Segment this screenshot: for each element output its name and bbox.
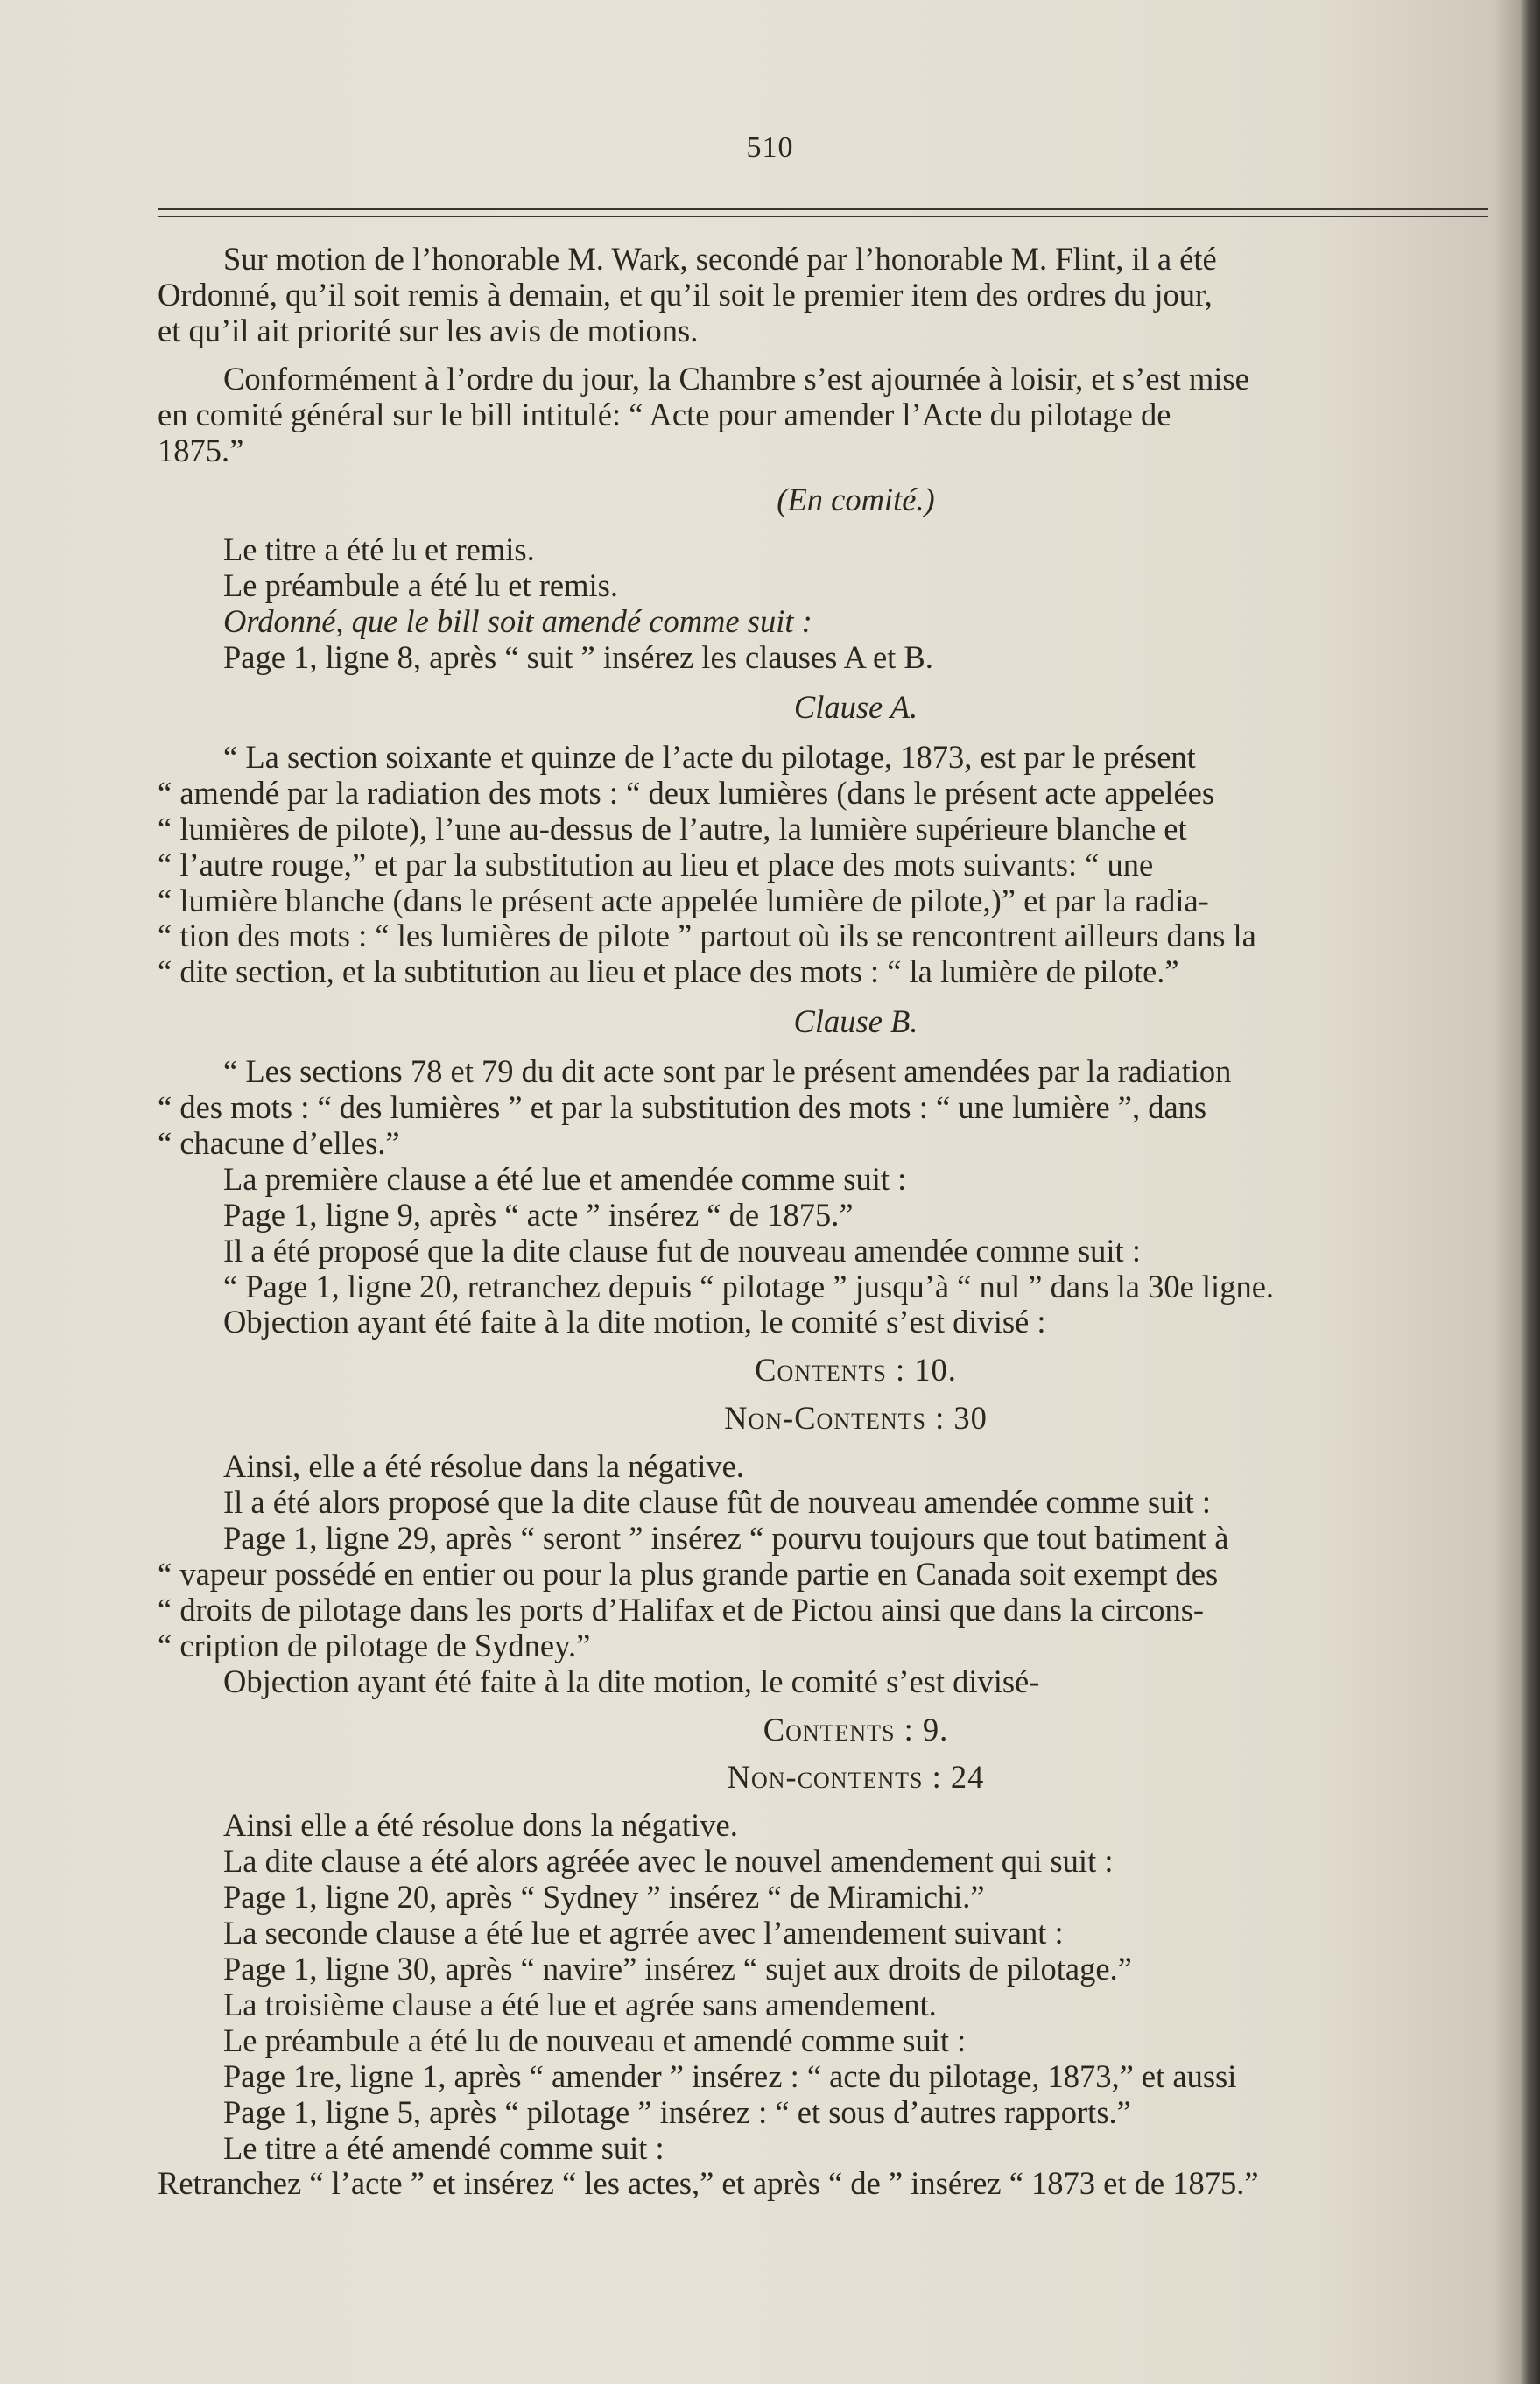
text-line: Page 1, ligne 5, après “ pilotage ” insérez : “ et sous d’autres rapports.” [223,2093,1131,2130]
text-line: Conformément à l’ordre du jour, la Chambre s’est ajournée à loisir, et s’est mise [223,360,1249,397]
text-line: Il a été alors proposé que la dite clause fût de nouveau amendée comme suit : [223,1484,1212,1521]
text-line: Page 1, ligne 20, après “ Sydney ” insérez “ de Miramichi.” [223,1879,985,1916]
clause-heading: Clause A. [793,688,918,725]
text-line: Le préambule a été lu de nouveau et amendé comme suit : [223,2022,967,2058]
text-line: La troisième clause a été lue et agrée sans amendement. [223,1986,937,2022]
text-line: en comité général sur le bill intitulé: “ Acte pour amender l’Acte du pilotage de [158,396,1171,432]
text-line: Le titre a été lu et remis. [223,531,535,568]
quote-line: “ des mots : “ des lumières ” et par la substitution des mots : “ une lumière ”, dans [158,1089,1207,1126]
text-line: Objection ayant été faite à la dite motion, le comité s’est divisé : [223,1304,1046,1340]
text-line: Page 1, ligne 9, après “ acte ” insérez “ de 1875.” [223,1196,854,1233]
quote-line: “ amendé par la radiation des mots : “ deux lumières (dans le présent acte appelées [158,774,1215,811]
text-line: Page 1re, ligne 1, après “ amender ” insérez : “ acte du pilotage, 1873,” et aussi [223,2057,1237,2094]
text-line: Retranchez “ l’acte ” et insérez “ les actes,” et après “ de ” insérez “ 1873 et de 1875.” [158,2165,1259,2202]
text-line: 1875.” [158,432,244,468]
quote-line: “ dite section, et la subtitution au lieu et place des mots : “ la lumière de pilote.” [158,953,1179,990]
vote-non-contents: Non-Contents : 30 [724,1400,988,1437]
text-line: et qu’il ait priorité sur les avis de motions. [158,312,699,348]
header-rule-thin [158,216,1488,217]
section-heading: (En comité.) [777,482,935,518]
text-line: Objection ayant été faite à la dite motion, le comité s’est divisé- [223,1663,1040,1699]
text-line: Sur motion de l’honorable M. Wark, secondé par l’honorable M. Flint, il a été [223,241,1217,277]
text-line: Page 1, ligne 8, après “ suit ” insérez les clauses A et B. [223,639,933,676]
quote-line: “ droits de pilotage dans les ports d’Halifax et de Pictou ainsi que dans la circons- [158,1591,1205,1628]
quote-line: “ vapeur possédé en entier ou pour la plus grande partie en Canada soit exempt des [158,1555,1219,1592]
clause-heading: Clause B. [793,1003,918,1040]
quote-line: “ l’autre rouge,” et par la substitution au lieu et place des mots suivants: “ une [158,846,1154,883]
text-line: La première clause a été lue et amendée comme suit : [223,1160,907,1197]
text-line: Page 1, ligne 29, après “ seront ” insérez “ pourvu toujours que tout batiment à [223,1520,1229,1556]
book-spine-shadow [1521,0,1540,2384]
quote-line: “ Les sections 78 et 79 du dit acte sont par le présent amendées par la radiation [223,1053,1232,1090]
text-line: Ainsi, elle a été résolue dans la négative. [223,1448,744,1485]
text-line: Le titre a été amendé comme suit : [223,2129,665,2166]
quote-line: “ chacune d’elles.” [158,1124,400,1161]
header-rule [158,208,1488,210]
quote-line: “ tion des mots : “ les lumières de pilote ” partout où ils se rencontrent ailleurs dans la [158,918,1256,954]
quote-line: “ La section soixante et quinze de l’acte du pilotage, 1873, est par le présent [223,738,1196,775]
text-line: Page 1, ligne 30, après “ navire” insérez “ sujet aux droits de pilotage.” [223,1950,1132,1987]
text-line: Il a été proposé que la dite clause fut de nouveau amendée comme suit : [223,1232,1141,1269]
vote-non-contents: Non-contents : 24 [727,1759,985,1796]
text-line: Ordonné, qu’il soit remis à demain, et qu’il soit le premier item des ordres du jour, [158,276,1213,313]
text-line: Ordonné, que le bill soit amendé comme suit : [223,603,812,640]
vote-contents: Contents : 10. [755,1352,957,1389]
quote-line: “ cription de pilotage de Sydney.” [158,1627,591,1663]
text-line: Le préambule a été lu et remis. [223,567,618,604]
vote-contents: Contents : 9. [763,1711,949,1748]
text-line: Ainsi elle a été résolue dons la négative. [223,1807,738,1844]
text-line: La dite clause a été alors agréée avec le nouvel amendement qui suit : [223,1843,1114,1880]
page-number: 510 [746,131,794,164]
quote-line: “ lumières de pilote), l’une au-dessus de l’autre, la lumière supérieure blanche et [158,810,1187,847]
quote-line: “ lumière blanche (dans le présent acte appelée lumière de pilote,)” et par la radia- [158,882,1209,918]
document-body [158,241,1488,2202]
text-line: “ Page 1, ligne 20, retranchez depuis “ pilotage ” jusqu’à “ nul ” dans la 30e ligne. [223,1268,1275,1305]
text-line: La seconde clause a été lue et agrrée avec l’amendement suivant : [223,1915,1064,1952]
